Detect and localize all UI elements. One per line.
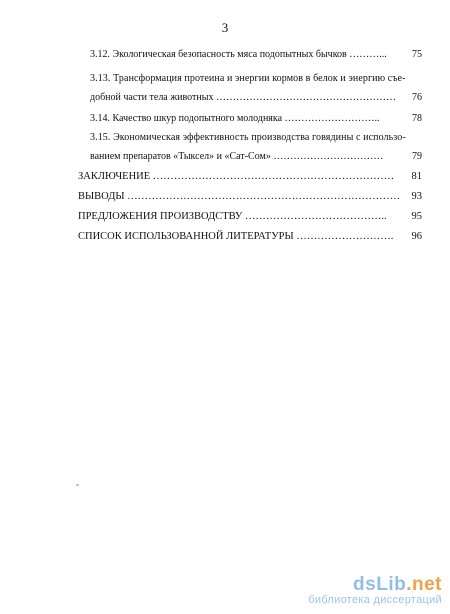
toc-entry-page: 76 xyxy=(412,92,422,103)
toc-entry-title: 3.14. Качество шкур подопытного молодняка ……………………….. xyxy=(90,113,380,124)
toc-entry-conclusion xyxy=(78,170,422,183)
watermark-logo-suffix: .net xyxy=(406,574,442,595)
toc-entry-references xyxy=(78,230,422,243)
watermark-logo-main: dsLib xyxy=(353,574,407,595)
watermark-caption: библиотека диссертаций xyxy=(308,594,442,606)
watermark xyxy=(308,574,442,606)
toc-entry-title-continued: ванием препаратов «Тыксел» и «Сат-Сом» …………………………… xyxy=(90,151,384,162)
toc-entry-proposals xyxy=(78,210,422,223)
toc-entry-page: 79 xyxy=(412,151,422,162)
toc-entry-title: ВЫВОДЫ …………………………………………………………………… xyxy=(78,191,401,202)
toc-entry-title-continued: добной части тела животных ……………………………………………… xyxy=(90,92,396,103)
toc-entry-3-15 xyxy=(90,131,422,163)
watermark-logo xyxy=(308,574,442,596)
toc-entry-3-14 xyxy=(90,112,422,125)
toc-entry-title: 3.13. Трансформация протеина и энергии кормов в белок и энергию съе- xyxy=(90,73,406,84)
toc-entry-title: 3.15. Экономическая эффективность производства говядины с использо- xyxy=(90,132,406,143)
toc-entry-title: ПРЕДЛОЖЕНИЯ ПРОИЗВОДСТВУ ………………………………….. xyxy=(78,211,387,222)
toc-entry-page: 95 xyxy=(411,211,422,222)
toc-entry-page: 81 xyxy=(411,171,422,182)
page-number: 3 xyxy=(221,20,229,35)
scan-speck xyxy=(76,484,79,486)
toc-entry-title: 3.12. Экологическая безопасность мяса подопытных бычков ………... xyxy=(90,49,387,60)
toc-entry-findings xyxy=(78,190,422,203)
toc-entry-3-13 xyxy=(90,72,422,104)
toc-entry-title: ЗАКЛЮЧЕНИЕ …………………………………………………………… xyxy=(78,171,395,182)
toc-entry-page: 96 xyxy=(411,231,422,242)
toc-entry-page: 75 xyxy=(412,49,422,60)
toc-entry-page: 78 xyxy=(412,113,422,124)
toc-entry-page: 93 xyxy=(411,191,422,202)
toc-entry-title: СПИСОК ИСПОЛЬЗОВАННОЙ ЛИТЕРАТУРЫ ………………………. xyxy=(78,231,394,242)
toc-entry-3-12 xyxy=(90,48,422,61)
